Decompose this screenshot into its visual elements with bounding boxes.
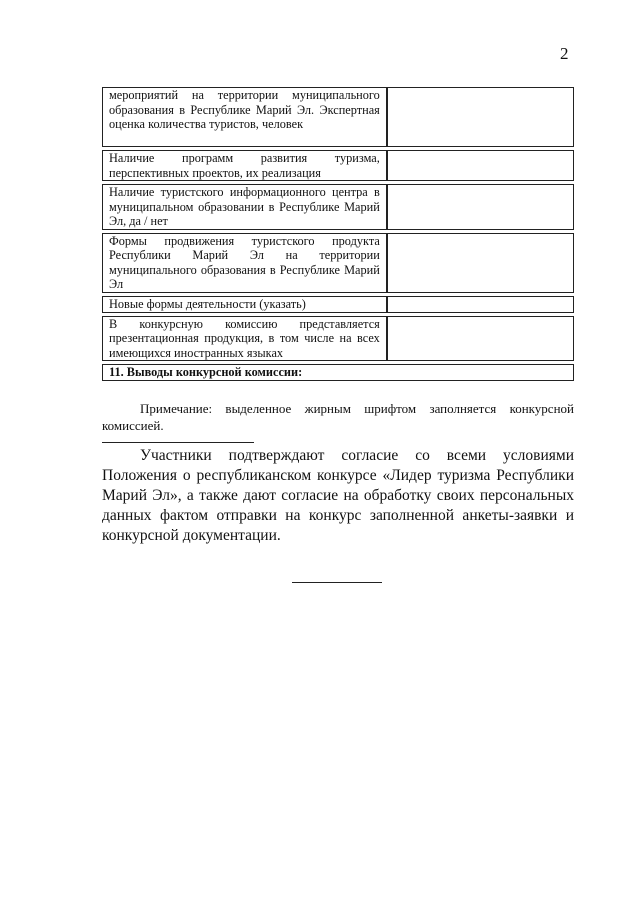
table-row [102, 316, 574, 362]
table-row [102, 233, 574, 293]
table-row [102, 184, 574, 230]
row-value-field[interactable] [387, 87, 574, 147]
table-row [102, 87, 574, 147]
note-text: Примечание: выделенное жирным шрифтом заполняется конкурсной комиссией. [102, 401, 574, 433]
table-row [102, 364, 574, 381]
row-label-info-center: Наличие туристского информационного центра в муниципальном образовании в Республике Марий Эл, да / нет [102, 184, 387, 230]
row-label-tourists-count: мероприятий на территории муниципального образования в Республике Марий Эл. Экспертная оценка количества туристов, человек [102, 87, 387, 147]
end-separator [292, 582, 382, 583]
row-label-new-activity-forms: Новые формы деятельности (указать) [102, 296, 387, 313]
consent-paragraph: Участники подтверждают согласие со всеми условиями Положения о республиканском конкурсе «Лидер туризма Республики Марий Эл», а также дают согласие на обработку своих персональных данных фактом отправки на конкурс заполненной анкеты-заявки и конкурсной документации. [102, 447, 574, 544]
row-value-field[interactable] [387, 150, 574, 181]
table-row [102, 150, 574, 181]
row-label-promotion-forms: Формы продвижения туристского продукта Республики Марий Эл на территории муниципального образования в Республике Марий Эл [102, 233, 387, 293]
row-value-field[interactable] [387, 316, 574, 362]
row-label-presentation-products: В конкурсную комиссию представляется презентационная продукция, в том числе на всех имеющихся иностранных языках [102, 316, 387, 362]
row-label-development-programs: Наличие программ развития туризма, перспективных проектов, их реализация [102, 150, 387, 181]
commission-conclusions-heading: 11. Выводы конкурсной комиссии: [102, 364, 574, 381]
page-number: 2 [560, 44, 569, 63]
row-value-field[interactable] [387, 233, 574, 293]
table-row [102, 296, 574, 313]
row-value-field[interactable] [387, 296, 574, 313]
application-form-table [102, 84, 574, 384]
footnote-separator [102, 442, 254, 443]
row-value-field[interactable] [387, 184, 574, 230]
